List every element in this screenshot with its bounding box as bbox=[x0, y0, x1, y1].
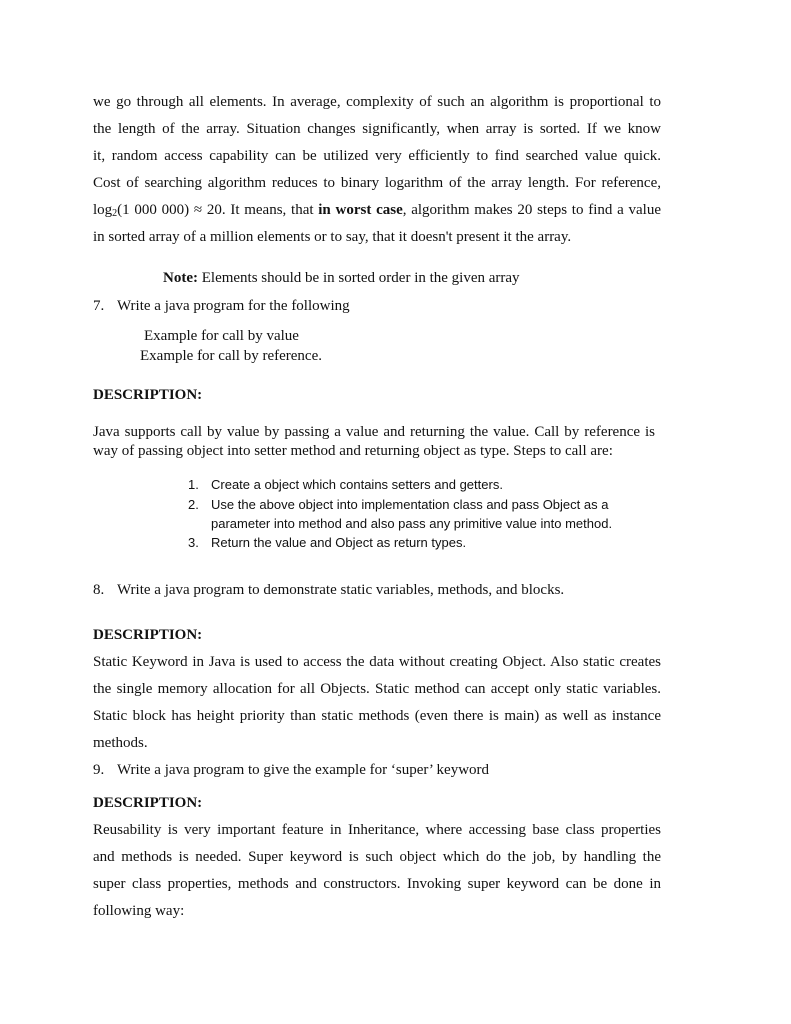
para1-line-5 bbox=[93, 202, 661, 219]
q7-desc-line-2: way of passing object into setter method and returning object as type. Steps to call are: bbox=[93, 443, 613, 459]
q9-description-heading: DESCRIPTION: bbox=[93, 795, 203, 811]
q8-desc-line-4: methods. bbox=[93, 735, 148, 751]
step-3-text: Return the value and Object as return types. bbox=[211, 535, 467, 550]
q8-desc-line-1: Static Keyword in Java is used to access the data without creating Object. Also static creates bbox=[93, 654, 661, 670]
q9-text: Write a java program to give the example for ‘super’ keyword bbox=[117, 762, 490, 778]
q7-description-heading: DESCRIPTION: bbox=[93, 387, 203, 403]
q9-desc-line-4: following way: bbox=[93, 903, 185, 919]
q9-desc-line-2: and methods is needed. Super keyword is such object which do the job, by handling the bbox=[93, 849, 661, 865]
para1-line-6: in sorted array of a million elements or to say, that it doesn't present it the array. bbox=[93, 229, 572, 245]
step-3-number: 3. bbox=[188, 535, 199, 550]
q8-desc-line-2: the single memory allocation for all Objects. Static method can accept only static variables. bbox=[93, 681, 661, 697]
para1-line-3: it, random access capability can be utilized very efficiently to find searched value quick. bbox=[93, 148, 661, 164]
log-subscript: 2 bbox=[112, 208, 118, 219]
q9-number: 9. bbox=[93, 762, 105, 778]
q7-text: Write a java program for the following bbox=[117, 298, 350, 314]
step-2-text: Use the above object into implementation class and pass Object as a bbox=[211, 497, 609, 512]
worst-case-bold: in worst case bbox=[318, 202, 403, 218]
q8-text: Write a java program to demonstrate static variables, methods, and blocks. bbox=[117, 582, 565, 598]
q7-number: 7. bbox=[93, 298, 105, 314]
step-1-number: 1. bbox=[188, 477, 199, 492]
para1-line-5-end: , algorithm makes 20 steps to find a value bbox=[402, 202, 661, 218]
para1-line-2: the length of the array. Situation changes significantly, when array is sorted. If we know bbox=[93, 121, 661, 137]
note-text: Elements should be in sorted order in the given array bbox=[197, 270, 520, 286]
note-label: Note: bbox=[163, 270, 198, 286]
para1-line-1: we go through all elements. In average, complexity of such an algorithm is proportional to bbox=[93, 94, 661, 110]
q7-sub-item-1: Example for call by value bbox=[144, 328, 299, 344]
para1-line-4: Cost of searching algorithm reduces to binary logarithm of the array length. For reference, bbox=[93, 175, 661, 191]
q8-number: 8. bbox=[93, 582, 105, 598]
q7-sub-item-2: Example for call by reference. bbox=[140, 348, 322, 364]
q7-desc-line-1: Java supports call by value by passing a value and returning the value. Call by reference is bbox=[93, 424, 655, 440]
q8-desc-line-3: Static block has height priority than static methods (even there is main) as well as instance bbox=[93, 708, 661, 724]
q8-description-heading: DESCRIPTION: bbox=[93, 627, 203, 643]
q9-desc-line-1: Reusability is very important feature in Inheritance, where accessing base class properties bbox=[93, 822, 661, 838]
step-2-text-cont: parameter into method and also pass any primitive value into method. bbox=[211, 516, 613, 531]
step-2-number: 2. bbox=[188, 497, 199, 512]
para1-line-5-mid: (1 000 000) ≈ 20. It means, that bbox=[117, 202, 319, 218]
note bbox=[163, 270, 520, 287]
log-text: log bbox=[93, 202, 113, 218]
step-1-text: Create a object which contains setters and getters. bbox=[211, 477, 503, 492]
q9-desc-line-3: super class properties, methods and constructors. Invoking super keyword can be done in bbox=[93, 876, 661, 892]
